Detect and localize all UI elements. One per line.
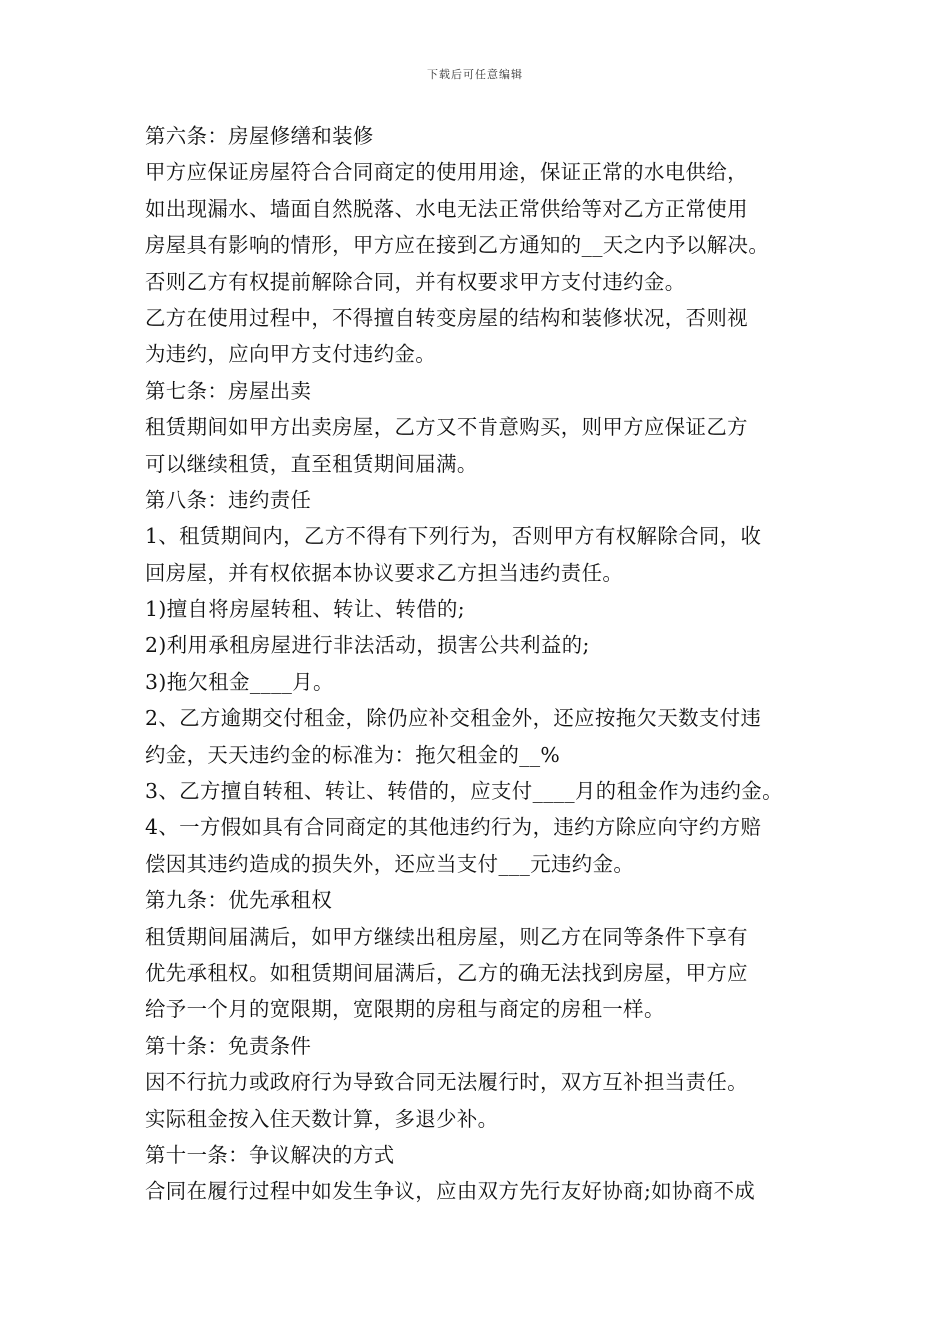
- section-heading: 第六条：房屋修缮和装修: [145, 124, 374, 148]
- paragraph-line: 为违约，应向甲方支付违约金。: [145, 342, 437, 367]
- paragraph-line: 优先承租权。如租赁期间届满后，乙方的确无法找到房屋，甲方应: [145, 960, 748, 985]
- paragraph-line: 给予一个月的宽限期，宽限期的房租与商定的房租一样。: [145, 997, 665, 1022]
- paragraph-line: 合同在履行过程中如发生争议，应由双方先行友好协商;如协商不成: [145, 1179, 756, 1204]
- section-heading: 第十一条：争议解决的方式: [145, 1142, 395, 1167]
- page-header: 下载后可任意编辑: [427, 68, 523, 81]
- paragraph-line: 房屋具有影响的情形，甲方应在接到乙方通知的__天之内予以解决。: [145, 233, 770, 258]
- section-heading: 第七条：房屋出卖: [145, 378, 312, 403]
- list-item: 1)擅自将房屋转租、转让、转借的;: [145, 597, 466, 622]
- paragraph-line: 回房屋，并有权依据本协议要求乙方担当违约责任。: [145, 560, 624, 585]
- paragraph-line: 4、一方假如具有合同商定的其他违约行为，违约方除应向守约方赔: [145, 815, 762, 840]
- paragraph-line: 1、租赁期间内，乙方不得有下列行为，否则甲方有权解除合同，收: [145, 524, 762, 549]
- paragraph-line: 租赁期间如甲方出卖房屋，乙方又不肯意购买，则甲方应保证乙方: [145, 415, 748, 440]
- section-heading: 第十条：免责条件: [145, 1033, 312, 1058]
- paragraph-line: 如出现漏水、墙面自然脱落、水电无法正常供给等对乙方正常使用: [145, 196, 748, 221]
- paragraph-line: 可以继续租赁，直至租赁期间届满。: [145, 451, 478, 476]
- paragraph-line: 甲方应保证房屋符合合同商定的使用用途，保证正常的水电供给，: [145, 160, 748, 185]
- document-body: [145, 118, 835, 1210]
- paragraph-line: 3、乙方擅自转租、转让、转借的，应支付____月的租金作为违约金。: [145, 779, 783, 804]
- paragraph-line: 偿因其违约造成的损失外，还应当支付___元违约金。: [145, 851, 635, 876]
- list-item: 2)利用承租房屋进行非法活动，损害公共利益的;: [145, 633, 590, 658]
- paragraph-line: 因不行抗力或政府行为导致合同无法履行时，双方互补担当责任。: [145, 1070, 748, 1095]
- paragraph-line: 否则乙方有权提前解除合同，并有权要求甲方支付违约金。: [145, 269, 686, 294]
- paragraph-line: 乙方在使用过程中，不得擅自转变房屋的结构和装修状况，否则视: [145, 305, 748, 330]
- section-heading: 第九条：优先承租权: [145, 888, 333, 913]
- paragraph-line: 约金，天天违约金的标准为：拖欠租金的__%: [145, 742, 561, 767]
- section-heading: 第八条：违约责任: [145, 487, 312, 512]
- list-item: 3)拖欠租金____月。: [145, 669, 334, 694]
- paragraph-line: 2、乙方逾期交付租金，除仍应补交租金外，还应按拖欠天数支付违: [145, 706, 762, 731]
- paragraph-line: 租赁期间届满后，如甲方继续出租房屋，则乙方在同等条件下享有: [145, 924, 748, 949]
- paragraph-line: 实际租金按入住天数计算，多退少补。: [145, 1106, 499, 1131]
